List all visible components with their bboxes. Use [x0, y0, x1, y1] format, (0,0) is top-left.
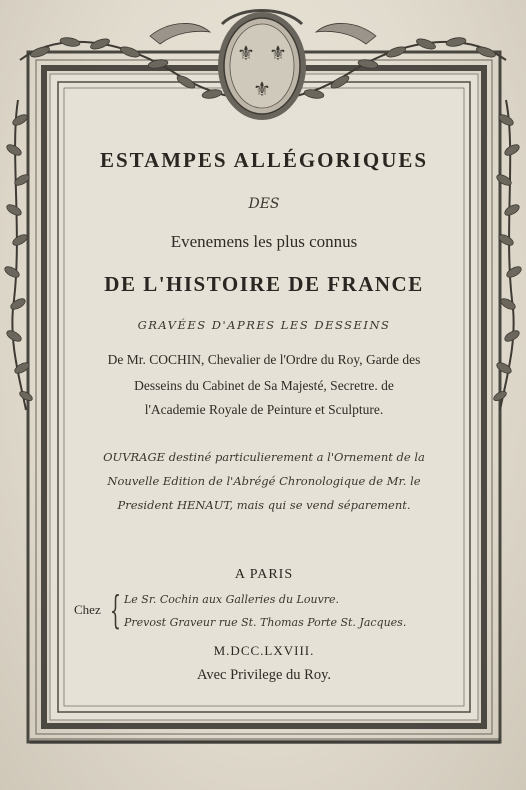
svg-text:⚜: ⚜ — [269, 41, 287, 65]
ouvrage-line-2: Nouvelle Edition de l'Abrégé Chronologique de Mr. le — [107, 474, 421, 488]
imprint-address-2: Prevost Graveur rue St. Thomas Porte St. Jacques. — [124, 616, 407, 629]
title-line-evenemens: Evenemens les plus connus — [170, 232, 358, 251]
imprint-address-1: Le Sr. Cochin aux Galleries du Louvre. — [124, 593, 340, 606]
svg-text:⚜: ⚜ — [253, 77, 271, 101]
ouvrage-line-1: OUVRAGE destiné particulierement a l'Ornement de la — [103, 450, 425, 464]
imprint-chez: Chez — [74, 602, 101, 617]
ouvrage-line-3: President HENAUT, mais qui se vend séparement. — [117, 498, 411, 512]
brace-icon: { — [110, 588, 121, 632]
title-line-des: DES — [248, 196, 280, 212]
svg-text:⚜: ⚜ — [237, 41, 255, 65]
author-line-2: Desseins du Cabinet de Sa Majesté, Secretre. de — [134, 378, 394, 393]
author-line-1: De Mr. COCHIN, Chevalier de l'Ordre du Roy, Garde des — [107, 352, 421, 367]
title-line-estampes: ESTAMPES ALLÉGORIQUES — [99, 148, 429, 172]
author-line-3: l'Academie Royale de Peinture et Sculpture. — [144, 402, 384, 417]
imprint-year: M.DCC.LXVIII. — [213, 643, 315, 658]
right-garland-icon — [492, 100, 523, 410]
fleur-de-lis-shield-icon — [218, 11, 306, 121]
title-line-histoire: DE L'HISTOIRE DE FRANCE — [104, 272, 424, 296]
title-line-gravees: GRAVÉES D'APRES LES DESSEINS — [137, 318, 391, 332]
imprint-privilege: Avec Privilege du Roy. — [196, 667, 332, 683]
imprint-place: A PARIS — [234, 567, 294, 582]
